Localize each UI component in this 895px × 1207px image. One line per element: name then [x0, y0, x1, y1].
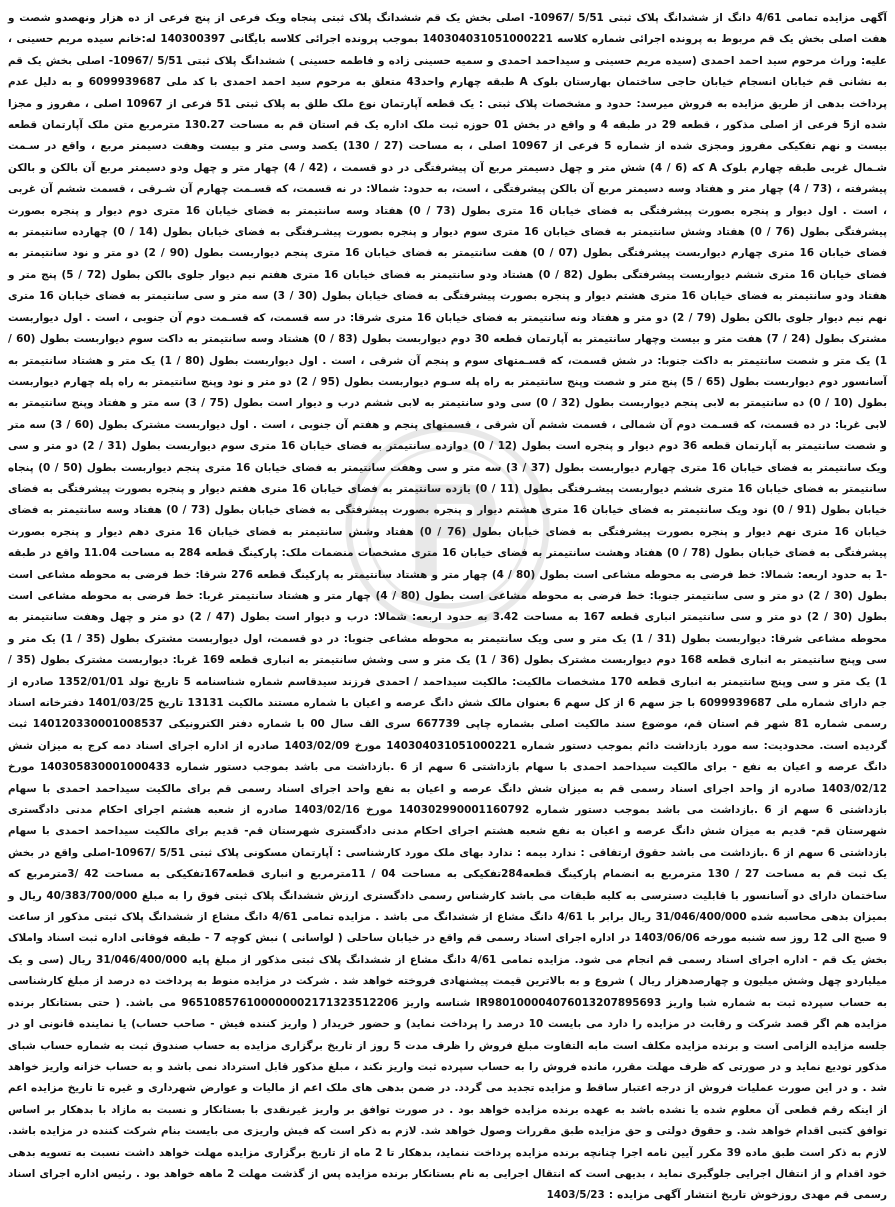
auction-notice-body: آگهی مزایده تمامی 4/61 دانگ از ششدانگ پلاک ثبتی 5/51 /10967- اصلی بخش یک قم ششدانگ پلاک ثبتی پنجاه ویک فرعی از پنج فرعی از ده هزار ونهصدو شصت و هفت اصلی بخش یک قم مربوط به پرونده اجرائی شماره کلاسه 140304031051000221 بموجب پرونده اجرائی کلاسه بایگانی 140300397 له:خانم سیده مریم حسینی ، علیه: وراث مرحوم سید احمد احمدی (سیده مریم حسینی و سیداحمد احمدی و سمیه حسینی زاده و فاطمه حسینی ) ششدانگ پلاک ثبتی 5/51 /10967- اصلی بخش یک قم به نشانی قم خیابان انسجام خیابان حاجی ساختمان بهارستان بلوک A طبقه چهارم واحد43 متعلق به مرحوم سید احمد احمدی با کد ملی 6099939687 و به دلیل عدم پرداخت بدهی از طریق مزایده به فروش میرسد: حدود و مشخصات پلاک ثبتی : یک قطعه آپارتمان نوع ملک طلق به پلاک ثبتی 51 فرعی از 10967 اصلی ، مفروز و مجزا شده از5 فرعی از اصلی مذکور ، قطعه 29 در طبقه 4 و واقع در بخش 01 حوزه ثبت ملک اداره یک قم استان قم به مساحت 130.27 مترمربع متن ملک آپارتمان قطعه بیست و نهم تفکیکی مفروز ومجزی شده از شماره 5 فرعی از 10967 اصلی ، به مساحت (27 / 130) یکصد وسی متر و بیست وهفت دسیمتر مربع ، واقع در سـمت شـمال غربی طبقه چهارم بلوک A که (6 / 4) شش متر و چهل دسیمتر مربع آن پیشرفتگی در دو قسمت ، (42 / 4) چهار متر و چهل ودو دسیمتر مربع آن بالکن و بالکن پیشرفته ، (73 / 4) چهار متر و هفتاد وسه دسیمتر مربع آن بالکن پیشرفتگی ، است، به حدود: شمالا: در نه قسمت، که قسـمت چهارم آن شـرقی ، قسمت ششم آن غربی ، است . اول دیوار و پنجره بصورت پیشرفتگی به فضای خیابان 16 متری بطول (73 / 0) هفتاد وسه سانتیمتر به فضای خیابان 16 متری دوم دیوار و پنجره بصورت پیشرفتگی بطول (76 / 0) هفتاد وشش سانتیمتر به فضای خیابان 16 متری سوم دیوار و پنجره بصورت پیشـرفتگی به فضای خیابان بطول (14 / 0) چهارده سانتیمتر به فضای خیابان 16 متری چهارم دیواربست پیشرفتگی بطول (07 / 0) هفت سانتیمتر به فضای خیابان 16 متری پنجم دیواربست بطول (90 / 2) دو متر و نود سانتیمتر به فضای خیابان 16 متری ششم دیواربست پیشرفتگی بطول (82 / 0) هشتاد ودو سانتیمتر به فضای خیابان 16 متری هفتم نیم دیوار جلوی بالکن بطول (72 / 5) پنج متر و هفتاد ودو سانتیمتر به فضای خیابان 16 متری هشتم دیوار و پنجره بصورت پیشرفتگی به فضای خیابان بطول (30 / 3) سه متر و سی سانتیمتر به فضای خیابان 16 متری نهم نیم دیوار جلوی بالکن بطول (79 / 2) دو متر و هفتاد ونه سانتیمتر به فضای خیابان 16 متری شرقا: در سه قسمت، که قسـمت دوم آن جنوبی ، است . اول دیواربست مشترک بطول (24 / 7) هفت متر و بیست وچهار سانتیمتر به آپارتمان قطعه 30 دوم دیواربست بطول (83 / 0) هشتاد وسه سانتیمتر به داکت سوم دیواربست بطول (60 / 1) یک متر و شصت سانتیمتر به داکت جنوبا: در شش قسمت، که قسـمتهای سوم و پنجم آن شرقی ، است . اول دیواربست بطول (80 / 1) یک متر و هشتاد سانتیمتر به آسانسور دوم دیواربست بطول (65 / 5) پنج متر و شصت وپنج سانتیمتر به راه پله سـوم دیواربست بطول (95 / 2) دو متر و نود وپنج سانتیمتر به راه پله چهارم دیواربست بطول (10 / 0) ده سانتیمتر به لابی پنجم دیواربست بطول (32 / 0) سی ودو سانتیمتر به لابی ششم درب و دیوار است بطول (75 / 3) سه متر و هفتاد وپنج سانتیمتر به لابی غربا: در ده قسمت، که قسـمت دوم آن شمالی ، قسمت ششم آن شرقی ، قسمتهای پنجم و هفتم آن جنوبی ، است . اول دیواربست مشترک بطول (60 / 3) سه متر و شصت سانتیمتر به آپارتمان قطعه 36 دوم دیوار و پنجره است بطول (12 / 0) دوازده سانتیمتر به فضای خیابان 16 متری سوم دیواربست بطول (31 / 2) دو متر و سی ویک سانتیمتر به فضای خیابان 16 متری چهارم دیواربست بطول (37 / 3) سه متر و سی وهفت سانتیمتر به فضای خیابان 16 متری پنجم دیواربست بطول (50 / 0) پنجاه سانتیمتر به فضای خیابان 16 متری ششم دیواربست پیشـرفتگی بطول (11 / 0) یازده سانتیمتر به فضای خیابان 16 متری هفتم دیوار و پنجره بصورت پیشرفتگی به فضای خیابان بطول (91 / 0) نود ویک سانتیمتر به فضای خیابان 16 متری هشتم دیوار و پنجره بصورت پیشرفتگی به فضای خیابان بطول (73 / 0) هفتاد وسه سانتیمتر به فضای خیابان 16 متری نهم دیوار و پنجره بصورت پیشرفتگی به فضای خیابان بطول (76 / 0) هفتاد وشش سانتیمتر به فضای خیابان 16 متری دهم دیوار و پنجره بصورت پیشرفتگی به فضای خیابان بطول (78 / 0) هفتاد وهشت سانتیمتر به فضای خیابان 16 متری مشخصات منضمات ملک: پارکینگ قطعه 284 به مساحت 11.04 واقع در طبقه -1 به حدود اربعه: شمالا: خط فرضی به محوطه مشاعی است بطول (80 / 4) چهار متر و هشتاد سانتیمتر به پارکینگ قطعه 276 شرقا: خط فرضی به محوطه مشاعی است بطول (30 / 2) دو متر و سی سانتیمتر جنوبا: خط فرضی به محوطه مشاعی است بطول (80 / 4) چهار متر و هشتاد سانتیمتر غربا: خط فرضی به محوطه مشاعی است بطول (30 / 2) دو متر و سی سانتیمتر انباری قطعه 167 به مساحت 3.42 به حدود اربعه: شمالا: درب و دیوار است بطول (47 / 2) دو متر و چهل وهفت سانتیمتر به محوطه مشاعی شرقا: دیواربست بطول (31 / 1) یک متر و سی ویک سانتیمتر به محوطه مشاعی جنوبا: در دو قسمت، اول دیواربست مشترک بطول (35 / 1) یک متر و سی وپنج سانتیمتر به انباری قطعه 168 دوم دیواربست مشترک بطول (36 / 1) یک متر و سی وشش سانتیمتر به انباری قطعه 169 غربا: دیواربست مشترک بطول (35 / 1) یک متر و سی وپنج سانتیمتر به انباری قطعه 170 مشخصات مالکیت: مالکیت سیداحمد / احمدی فرزند سیدقاسم شماره شناسنامه 5 تاریخ تولد 1352/01/01 صادره از جم دارای شماره ملی 6099939687 با جز سهم 6 از کل سهم 6 بعنوان مالک شش دانگ عرصه و اعیان با شماره مستند مالکیت 13131 تاریخ 1401/03/25 دفترخانه اسناد رسمی شماره 81 شهر قم استان قم، موضوع سند مالکیت اصلی بشماره چاپی 667739 سری الف سال 00 با شماره دفتر الکترونیکی 140120330001008537 ثبت گردیده است. محدودیت: سه مورد بازداشت دائم بموجب دستور شماره 140304031051000221 مورخ 1403/02/09 صادره از اداره اجرای اسناد دمه کرج به میزان شش دانگ عرصه و اعیان به نفع - برای مالکیت سیداحمد احمدی با سهام بازداشتی 6 سهم از 6 .بازداشت می باشد بموجب دستور شماره 140305830001000433 مورخ 1403/02/12 صادره از واحد اجرای اسناد رسمی قم به میزان شش دانگ عرصه و اعیان به نفع واحد اجرای اسناد رسمی قم برای مالکیت سیداحمد احمدی با سهام بازداشتی 6 سهم از 6 .بازداشت می باشد بموجب دستور شماره 140302990001160792 مورخ 1403/02/16 صادره از شعبه هشتم اجرای احکام مدنی دادگستری شهرستان قم- قدیم به میزان شش دانگ عرصه و اعیان به نفع شعبه هشتم اجرای احکام مدنی دادگستری شهرستان قم- قدیم برای مالکیت سیداحمد احمدی با سهام بازداشتی 6 سهم از 6 .بازداشت می باشد حقوق ارتفاقی : ندارد بیمه : ندارد بهای ملک مورد کارشناسی : آپارتمان مسکونی پلاک ثبتی 5/51 /10967-اصلی واقع در بخش یک ثبت قم به مساحت 27 / 130 مترمربع به انضمام پارکینگ قطعه284تفکیکی به مساحت 04 / 11مترمربع و انباری قطعه167تفکیکی به مساحت 42 /3مترمربع که ساختمان دارای دو آسانسور با قابلیت دسترسی به کلیه طبقات می باشد کارشناس رسمی دادگستری ارزش ششدانگ پلاک ثبتی فوق را به مبلغ 40/383/700/000 ریال و بمیزان بدهی محاسبه شده 31/046/400/000 ریال برابر با 4/61 دانگ مشاع از ششدانگ می باشد . مزایده تمامی 4/61 دانگ مشاع از ششدانگ پلاک ثبتی مذکور از ساعت 9 صبح الی 12 روز سه شنبه مورخه 1403/06/06 در اداره اجرای اسناد رسمی قم واقع در خیابان ساحلی ( لواسانی ) نبش کوچه 7 - طبقه فوقانی اداره ثبت اسناد واملاک بخش یک قم - اداره اجرای اسناد رسمی قم انجام می شود. مزایده تمامی 4/61 دانگ مشاع از ششدانگ پلاک ثبتی مذکور از مبلغ پایه 31/046/400/000 ریال (سی و یک میلیاردو چهل وشش میلیون و چهارصدهزار ریال ) شروع و به بالاترین قیمت پیشنهادی فروخته خواهد شد . شرکت در مزایده منوط به پرداخت ده درصد از مبلغ کارشناسی به حساب سپرده ثبت به شماره شبا واریز IR980100004076013207895693 شناسه واریز 965108576100000002171323512206 می باشد. ( حتی بستانکار برنده مزایده هم اگر قصد شرکت و رقابت در مزایده را دارد می بایست 10 درصد را پرداخت نماید) و حضور خریدار ( واریز کننده فیش - صاحب حساب) یا نماینده قانونی او در جلسه مزایده الزامی است و برنده مزایده مکلف است مابه التفاوت مبلغ فروش را ظرف مدت 5 روز از تاریخ برگزاری مزایده به حساب صندوق ثبت به شماره حساب شبای مذکور تودیع نماید و در صورتی که ظرف مهلت مقرر، مانده فروش را به حساب سپرده ثبت واریز نکند ، مبلغ مذکور قابل استرداد نمی باشد و به حساب خزانه واریز خواهد شد . و در این صورت عملیات فروش از درجه اعتبار ساقط و مزایده تجدید می گردد. در ضمن بدهی های ملک اعم از مالیات و عوارض شهرداری و غیره تا تاریخ مزایده اعم از اینکه رقم قطعی آن معلوم شده یا نشده باشد به عهده برنده مزایده خواهد بود . در صورت توافق بر واریز غیرنقدی با بستانکار و نسبت به مازاد با بدهکار بر اساس توافق کتبی اقدام خواهد شد. و حقوق دولتی و حق مزایده طبق مقررات وصول خواهد شد. لازم به ذکر است که فیش واریزی می بایست بنام شرکت کننده در مزایده باشد. لازم به ذکر است طبق ماده 39 مکرر آیین نامه اجرا چنانچه برنده مزایده پرداخت ننماید، بدهکار تا 2 ماه از تاریخ برگزاری مزایده مهلت خواهد داشت نسبت به تسویه بدهی خود اقدام و از انتقال اجرایی جلوگیری نماید ، بدیهی است که انتقال اجرایی به نام بستانکار برنده مزایده پس از گذشت مهلت 2 ماهه خواهد بود . رئیس اداره اجرای اسناد رسمی قم مهدی روزخوش تاریخ انتشار آگهی مزایده : 1403/5/23	[8, 12, 888, 1202]
